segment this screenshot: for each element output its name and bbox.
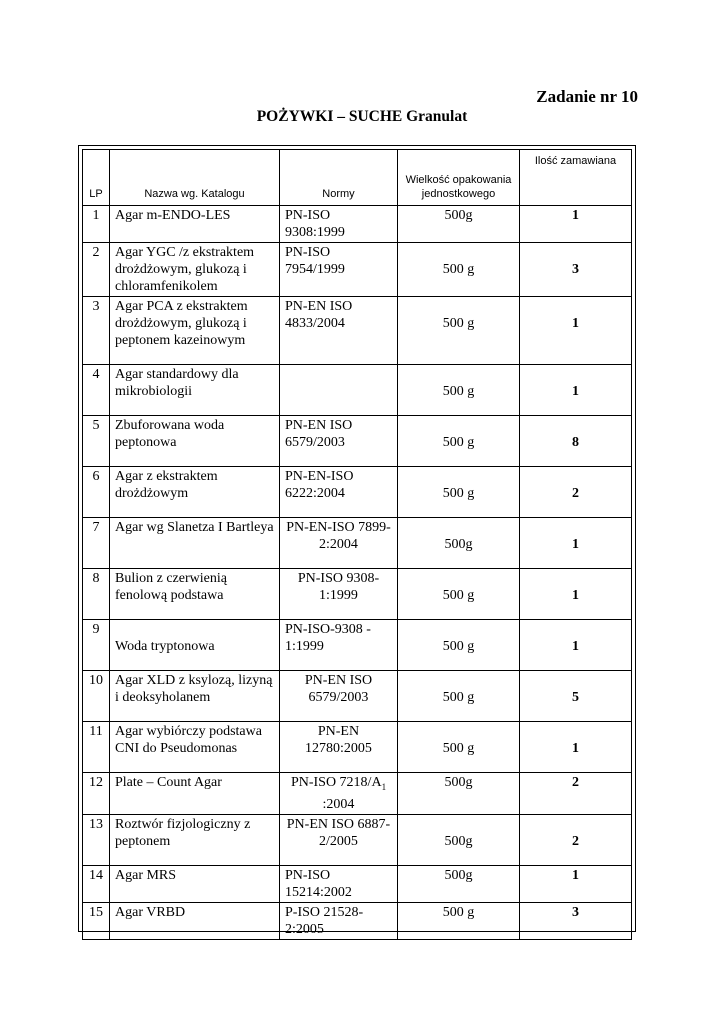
cell-norm: PN-EN-ISO 6222:2004	[280, 467, 398, 518]
cell-norm: PN-EN ISO 6579/2003	[280, 671, 398, 722]
order-table-frame	[78, 145, 636, 937]
table-row	[83, 365, 632, 416]
cell-lp: 9	[83, 620, 110, 671]
cell-qty: 1	[520, 365, 632, 416]
cell-norm: PN-ISO-9308 - 1:1999	[280, 620, 398, 671]
cell-qty: 1	[520, 518, 632, 569]
cell-lp: 4	[83, 365, 110, 416]
cell-name: Agar standardowy dla mikrobiologii	[110, 365, 280, 416]
table-row	[83, 671, 632, 722]
cell-name: Agar XLD z ksylozą, lizyną i deoksyholanem	[110, 671, 280, 722]
cell-pack: 500 g	[398, 243, 520, 297]
cell-qty: 3	[520, 243, 632, 297]
cell-lp: 2	[83, 243, 110, 297]
cell-lp: 12	[83, 773, 110, 815]
cell-name: Zbuforowana woda peptonowa	[110, 416, 280, 467]
cell-pack: 500 g	[398, 297, 520, 365]
col-header-qty: Ilość zamawiana	[520, 150, 632, 206]
cell-qty: 3	[520, 902, 632, 939]
cell-norm: PN-EN 12780:2005	[280, 722, 398, 773]
cell-norm: PN-EN-ISO 7899-2:2004	[280, 518, 398, 569]
table-header-row	[83, 150, 632, 206]
table-row	[83, 902, 632, 939]
cell-name: Roztwór fizjologiczny z peptonem	[110, 814, 280, 865]
document-title: POŻYWKI – SUCHE Granulat	[256, 108, 468, 125]
cell-norm: PN-EN ISO 6887-2/2005	[280, 814, 398, 865]
cell-norm: PN-ISO 9308:1999	[280, 206, 398, 243]
task-number: Zadanie nr 10	[536, 87, 638, 106]
table-row	[83, 467, 632, 518]
cell-qty: 1	[520, 297, 632, 365]
cell-name: Agar m-ENDO-LES	[110, 206, 280, 243]
cell-lp: 15	[83, 902, 110, 939]
cell-lp: 7	[83, 518, 110, 569]
cell-lp: 13	[83, 814, 110, 865]
cell-norm	[280, 365, 398, 416]
cell-name: Bulion z czerwienią fenolową podstawa	[110, 569, 280, 620]
cell-norm: P-ISO 21528-2:2005	[280, 902, 398, 939]
cell-qty: 1	[520, 569, 632, 620]
table-row	[83, 243, 632, 297]
cell-qty: 1	[520, 722, 632, 773]
cell-name: Agar YGC /z ekstraktem drożdżowym, glukozą i chloramfenikolem	[110, 243, 280, 297]
cell-qty: 8	[520, 416, 632, 467]
cell-qty: 1	[520, 865, 632, 902]
cell-norm: PN-ISO 7954/1999	[280, 243, 398, 297]
cell-name: Agar MRS	[110, 865, 280, 902]
order-table	[82, 149, 632, 940]
cell-pack: 500 g	[398, 671, 520, 722]
cell-norm: PN-ISO 15214:2002	[280, 865, 398, 902]
table-row	[83, 518, 632, 569]
cell-norm: PN-EN ISO 6579/2003	[280, 416, 398, 467]
cell-pack: 500 g	[398, 569, 520, 620]
cell-lp: 11	[83, 722, 110, 773]
col-header-norm: Normy	[280, 150, 398, 206]
cell-pack: 500g	[398, 814, 520, 865]
cell-qty: 1	[520, 620, 632, 671]
cell-norm: PN-ISO 9308-1:1999	[280, 569, 398, 620]
col-header-pack: Wielkość opakowania jednostkowego	[398, 150, 520, 206]
cell-pack: 500 g	[398, 620, 520, 671]
cell-qty: 1	[520, 206, 632, 243]
table-row	[83, 814, 632, 865]
cell-name: Plate – Count Agar	[110, 773, 280, 815]
cell-name: Agar VRBD	[110, 902, 280, 939]
cell-lp: 10	[83, 671, 110, 722]
table-row	[83, 722, 632, 773]
cell-name: Agar wybiórczy podstawa CNI do Pseudomonas	[110, 722, 280, 773]
cell-name: Agar wg Slanetza I Bartleya	[110, 518, 280, 569]
table-row	[83, 569, 632, 620]
table-row	[83, 773, 632, 815]
cell-pack: 500 g	[398, 902, 520, 939]
cell-name: Agar z ekstraktem drożdżowym	[110, 467, 280, 518]
cell-norm	[280, 773, 398, 815]
cell-lp: 6	[83, 467, 110, 518]
cell-lp: 1	[83, 206, 110, 243]
cell-pack: 500g	[398, 773, 520, 815]
cell-qty: 5	[520, 671, 632, 722]
cell-qty: 2	[520, 814, 632, 865]
cell-name: Agar PCA z ekstraktem drożdżowym, glukozą i peptonem kazeinowym	[110, 297, 280, 365]
cell-pack: 500 g	[398, 365, 520, 416]
cell-qty: 2	[520, 773, 632, 815]
cell-qty: 2	[520, 467, 632, 518]
col-header-lp: LP	[83, 150, 110, 206]
cell-pack: 500 g	[398, 722, 520, 773]
table-row	[83, 416, 632, 467]
cell-pack: 500g	[398, 865, 520, 902]
cell-name: Woda tryptonowa	[110, 620, 280, 671]
cell-lp: 8	[83, 569, 110, 620]
norm-main: PN-ISO 7218/A	[290, 775, 382, 790]
table-row	[83, 297, 632, 365]
cell-pack: 500g	[398, 206, 520, 243]
cell-pack: 500 g	[398, 416, 520, 467]
cell-lp: 14	[83, 865, 110, 902]
norm-subscript: 1	[381, 781, 387, 792]
cell-pack: 500 g	[398, 467, 520, 518]
table-row	[83, 620, 632, 671]
cell-lp: 5	[83, 416, 110, 467]
cell-lp: 3	[83, 297, 110, 365]
cell-norm: PN-EN ISO 4833/2004	[280, 297, 398, 365]
table-row	[83, 206, 632, 243]
col-header-name: Nazwa wg. Katalogu	[110, 150, 280, 206]
norm-tail: :2004	[322, 796, 355, 812]
table-row	[83, 865, 632, 902]
cell-pack: 500g	[398, 518, 520, 569]
